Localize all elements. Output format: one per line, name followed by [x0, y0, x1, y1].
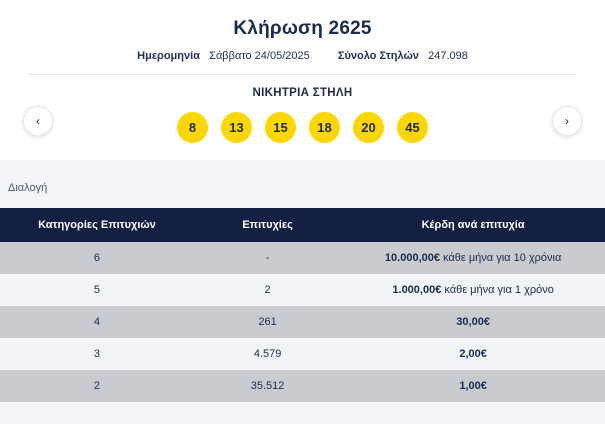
page-title: Κλήρωση 2625 — [233, 18, 372, 39]
cell-prize-suffix: κάθε μήνα για 10 χρόνια — [439, 252, 562, 264]
winning-number-ball: 15 — [265, 112, 296, 143]
draw-date-value: Σάββατο 24/05/2025 — [209, 50, 310, 62]
cell-winners: 35.512 — [194, 370, 341, 402]
cell-prize-amount: 1,00€ — [459, 380, 487, 392]
cell-prize — [341, 274, 605, 306]
winning-number-ball: 45 — [397, 112, 428, 143]
cell-category: 5 — [0, 274, 194, 306]
results-table-head — [0, 208, 605, 242]
draw-card — [0, 0, 605, 160]
winning-number-ball: 8 — [177, 112, 208, 143]
cell-prize-amount: 10.000,00€ — [384, 252, 440, 264]
selection-label: Διαλογή — [8, 182, 48, 194]
header-divider — [28, 74, 577, 75]
cell-prize-suffix: κάθε μήνα για 1 χρόνο — [441, 284, 554, 296]
winning-row-label: ΝΙΚΗΤΡΙΑ ΣΤΗΛΗ — [252, 87, 353, 99]
cell-category: 2 — [0, 370, 194, 402]
table-header-row — [0, 208, 605, 242]
winning-number-ball: 18 — [309, 112, 340, 143]
cell-prize-amount: 2,00€ — [459, 348, 487, 360]
previous-draw-button[interactable] — [23, 106, 53, 136]
draw-columns-value: 247.098 — [428, 50, 468, 62]
cell-category: 3 — [0, 338, 194, 370]
cell-prize — [341, 338, 605, 370]
table-row — [0, 338, 605, 370]
winning-numbers — [0, 112, 605, 143]
cell-category: 4 — [0, 306, 194, 338]
results-table-body — [0, 242, 605, 402]
table-row — [0, 370, 605, 402]
cell-prize-amount: 30,00€ — [456, 316, 490, 328]
draw-columns-label: Σύνολο Στηλών — [337, 50, 419, 62]
table-row — [0, 242, 605, 274]
table-row — [0, 306, 605, 338]
next-draw-button[interactable] — [552, 106, 582, 136]
winning-number-ball: 20 — [353, 112, 384, 143]
chevron-left-icon: ‹ — [36, 114, 40, 128]
results-table — [0, 208, 605, 402]
cell-prize — [341, 370, 605, 402]
column-header-winners: Επιτυχίες — [194, 208, 341, 242]
column-header-categories: Κατηγορίες Επιτυχιών — [0, 208, 194, 242]
winning-number-ball: 13 — [221, 112, 252, 143]
chevron-right-icon: › — [565, 114, 569, 128]
cell-category: 6 — [0, 242, 194, 274]
cell-winners: 4.579 — [194, 338, 341, 370]
column-header-prize: Κέρδη ανά επιτυχία — [341, 208, 605, 242]
results-table-wrapper — [0, 208, 605, 402]
cell-prize — [341, 306, 605, 338]
cell-winners: 261 — [194, 306, 341, 338]
table-row — [0, 274, 605, 306]
cell-winners: - — [194, 242, 341, 274]
draw-date-label: Ημερομηνία — [137, 50, 200, 62]
draw-meta — [0, 50, 605, 62]
cell-winners: 2 — [194, 274, 341, 306]
cell-prize-amount: 1.000,00€ — [392, 284, 442, 296]
cell-prize — [341, 242, 605, 274]
